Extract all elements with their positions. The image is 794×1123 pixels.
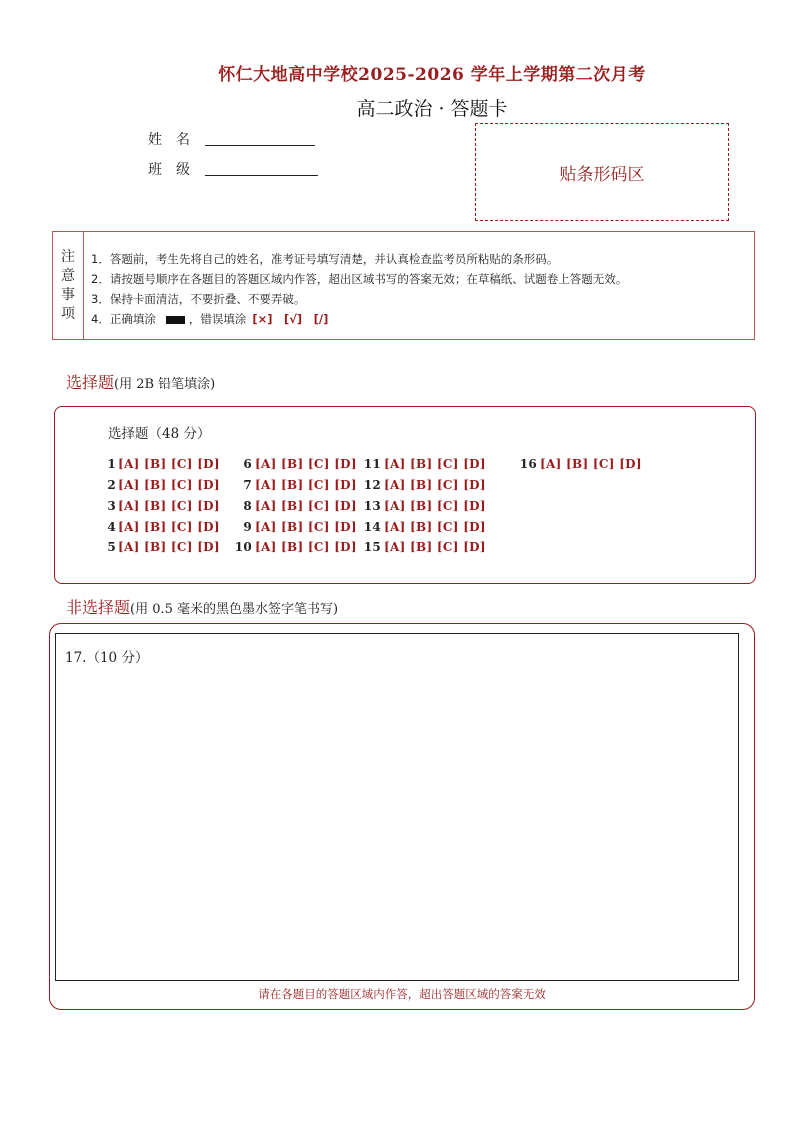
choice-question-9 bbox=[232, 520, 357, 534]
school-exam-title: 怀仁大地高中学校2025-2026 学年上学期第二次月考 bbox=[218, 65, 646, 85]
choice-question-3 bbox=[96, 499, 220, 513]
class-field[interactable] bbox=[205, 159, 318, 176]
answer-options[interactable]: [A] [B] [C] [D] bbox=[384, 457, 486, 471]
nonchoice-section-heading bbox=[66, 595, 338, 618]
question-number: 7 bbox=[243, 478, 252, 492]
notice-heading-char: 事 bbox=[61, 286, 75, 303]
answer-options[interactable]: [A] [B] [C] [D] bbox=[118, 520, 220, 534]
choice-question-1 bbox=[96, 457, 220, 471]
barcode-area bbox=[475, 123, 729, 221]
answer-options[interactable]: [A] [B] [C] [D] bbox=[384, 499, 486, 513]
answer-options[interactable]: [A] [B] [C] [D] bbox=[255, 499, 357, 513]
notice-item-4-mid: ，错误填涂 bbox=[188, 312, 247, 326]
question-number: 6 bbox=[243, 457, 252, 471]
choice-box-label: 选择题（48 分） bbox=[108, 426, 211, 442]
answer-options[interactable]: [A] [B] [C] [D] bbox=[384, 478, 486, 492]
choice-question-13 bbox=[361, 499, 486, 513]
choice-section-subtitle: (用 2B 铅笔填涂) bbox=[114, 377, 216, 392]
question-number: 11 bbox=[363, 457, 381, 471]
notice-item-4-prefix: 4．正确填涂 bbox=[91, 312, 156, 326]
answer-options[interactable]: [A] [B] [C] [D] bbox=[255, 520, 357, 534]
answer-options[interactable]: [A] [B] [C] [D] bbox=[384, 520, 486, 534]
question-number: 14 bbox=[363, 520, 381, 534]
choice-question-2 bbox=[96, 478, 220, 492]
answer-options[interactable]: [A] [B] [C] [D] bbox=[540, 457, 642, 471]
answer-options[interactable]: [A] [B] [C] [D] bbox=[118, 478, 220, 492]
question-number: 16 bbox=[519, 457, 537, 471]
question-number: 3 bbox=[107, 499, 116, 513]
barcode-area-label: 贴条形码区 bbox=[559, 164, 645, 185]
choice-question-8 bbox=[232, 499, 357, 513]
question-number: 8 bbox=[243, 499, 252, 513]
notice-box bbox=[52, 231, 755, 340]
answer-options[interactable]: [A] [B] [C] [D] bbox=[118, 457, 220, 471]
class-label: 班 级 bbox=[148, 162, 190, 178]
q17-label: 17.（10 分） bbox=[65, 650, 149, 666]
answer-options[interactable]: [A] [B] [C] [D] bbox=[118, 540, 220, 554]
answer-options[interactable]: [A] [B] [C] [D] bbox=[384, 540, 486, 554]
name-field[interactable] bbox=[205, 129, 315, 146]
answer-options[interactable]: [A] [B] [C] [D] bbox=[255, 540, 357, 554]
notice-item-1: 1．答题前，考生先将自己的姓名，准考证号填写清楚，并认真检查监考员所粘贴的条形码。 bbox=[91, 252, 559, 266]
notice-heading-char: 注 bbox=[61, 248, 75, 265]
choice-question-4 bbox=[96, 520, 220, 534]
notice-item-4 bbox=[91, 311, 328, 327]
question-number: 12 bbox=[363, 478, 381, 492]
choice-question-14 bbox=[361, 520, 486, 534]
name-label: 姓 名 bbox=[148, 132, 190, 148]
notice-heading-char: 意 bbox=[61, 267, 75, 284]
question-number: 1 bbox=[107, 457, 116, 471]
answer-area-footer-note: 请在各题目的答题区域内作答，超出答题区域的答案无效 bbox=[258, 987, 546, 1001]
answer-card-title: 高二政治 · 答题卡 bbox=[356, 98, 508, 120]
question-number: 5 bbox=[107, 540, 116, 554]
choice-question-10 bbox=[232, 540, 357, 554]
notice-heading bbox=[53, 232, 84, 339]
answer-options[interactable]: [A] [B] [C] [D] bbox=[255, 478, 357, 492]
wrong-fill-marks: [×] [√] [/] bbox=[252, 312, 329, 326]
choice-question-16 bbox=[517, 457, 642, 471]
notice-item-3: 3．保持卡面清洁，不要折叠、不要弄破。 bbox=[91, 292, 306, 306]
choice-section-title: 选择题 bbox=[66, 373, 115, 392]
answer-options[interactable]: [A] [B] [C] [D] bbox=[255, 457, 357, 471]
q17-answer-area[interactable] bbox=[55, 633, 739, 981]
question-number: 10 bbox=[234, 540, 252, 554]
notice-heading-char: 项 bbox=[61, 305, 75, 322]
choice-question-7 bbox=[232, 478, 357, 492]
nonchoice-section-subtitle: (用 0.5 毫米的黑色墨水签字笔书写) bbox=[130, 602, 339, 617]
question-number: 2 bbox=[107, 478, 116, 492]
question-number: 4 bbox=[107, 520, 116, 534]
nonchoice-section-title: 非选择题 bbox=[66, 598, 131, 617]
choice-question-11 bbox=[361, 457, 486, 471]
question-number: 9 bbox=[243, 520, 252, 534]
choice-question-5 bbox=[96, 540, 220, 554]
question-number: 15 bbox=[363, 540, 381, 554]
notice-item-2: 2．请按题号顺序在各题目的答题区域内作答，超出区域书写的答案无效；在草稿纸、试题卷上答题无效。 bbox=[91, 272, 628, 286]
choice-section-heading bbox=[66, 370, 215, 393]
choice-question-15 bbox=[361, 540, 486, 554]
choice-question-12 bbox=[361, 478, 486, 492]
choice-question-6 bbox=[232, 457, 357, 471]
question-number: 13 bbox=[363, 499, 381, 513]
answer-options[interactable]: [A] [B] [C] [D] bbox=[118, 499, 220, 513]
correct-fill-mark bbox=[166, 316, 185, 324]
